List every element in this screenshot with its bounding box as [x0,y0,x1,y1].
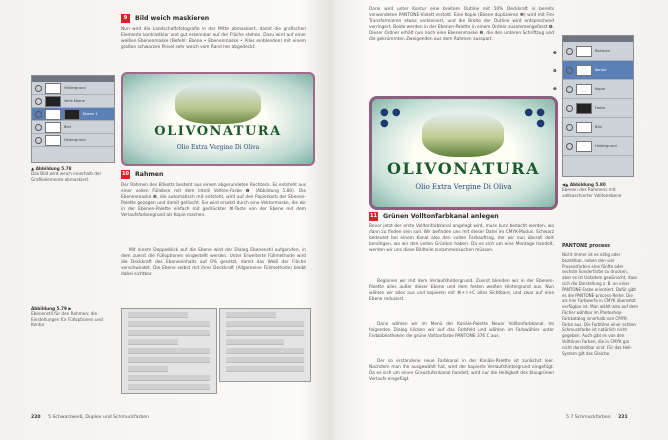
layer-name: Hintergrund [595,144,617,148]
layer-row [32,95,114,108]
eye-icon [566,86,573,93]
sidebar-text: Nicht immer ist es nötig oder bezahlbar, neben den vier Prozessfarben eine fünfte oder sechste Sonderfarbe zu drucken, aber es ist trotzdem gewünscht, dass sich die Darstellung z. B. an einer PANTONE-Farbe orientiert. Dafür gibt es die PANTONE-process-Reihe. Die als hier Farbwerte in CMYK übersetzt verfügbar ist. Man wählt also auf dem Fächer wählbar im Photoshop-Farbkatalog innerhalb von CMYK-Farbe aus. Die Farbtöne einer echten Schmuckfarbe ist natürlich nicht gegeben. Auch gibt es von den Volltönen Farben, die in CMYK gar nicht darstellbar sind. Für das Hell-System gilt das Gleiche. [562,252,639,356]
label-brand: OLIVONATURA [154,124,282,139]
landscape-photo [422,113,504,157]
step-10-text-2: Mit einem Doppelklick auf die Ebene wird der Dialog Ebenenstil aufgerufen, in dem zuerst die Fülloptionen eingestellt werden. Unter Erweiterte Füllmethode wird die Deckkraft des Ebeneninhalts auf 0% gesetzt, damit das Weiß der Fläche verschwindet. Die Ebene selbst mit ihrer Deckkraft (Allgemeine Füllmethode) bleibt dabei sichtbar. [121,248,306,278]
olive-label-image-large [369,96,558,210]
layer-thumbnail [576,84,592,95]
caption-title: Abbildung 5.79 [31,306,67,311]
step-title: Rahmen [135,171,164,178]
step-number-badge: 10 [122,171,129,177]
step-11-heading [369,212,499,221]
caption-title: Abbildung 5.78 [35,166,72,171]
layer-name: Bild [64,125,71,129]
step-10-heading [121,170,163,179]
caption-text: Ebenenstil für den Rahmen: die Einstellungen für Fülloptionen und Kontur [31,311,103,328]
step-10-text-1: Der Rahmen des Etiketts besteht aus einem abgerundeten Rechteck. Es entsteht aus einer vollen Fülleben mit dem Intelli Vollton-Farbe ❶ (Abbildung 5.80). Die Ebenenmaske ❷, die automatisch mit entsteht, wird auf den Papierkorb der Ebenen-Palette gezogen und damit gelöscht. Sie wird ersetzt durch eine Vektormaske, die wir in der Ebenen-Palette einfach mit gedrückter ⌘-Taste von der Ebene mit dem Verlaufsfarbengrund als Kopie machen. [121,183,306,219]
layer-thumbnail [576,46,592,57]
eye-icon [35,111,42,118]
layer-name: Rahmen [595,49,610,53]
eye-icon [35,124,42,131]
layer-name: Ebene 1 [83,112,98,116]
step-number-badge: 11 [370,213,377,219]
right-intro-text: Dann wird unter Kontur eine breitere Outline mit 50% Deckkraft in bereits verwendeten PANTONE-Violett erstellt. Eine Kopie (Ebene duplizieren ❸) wird mit Frei Transformieren etwas verkleinert, und die Breite der Outline wird entsprechend verringert. Beide werden in der Ebenen-Palette in einem Ordner zusammengefasst ❹. Dieser Ordner erhält nun noch eine Ebenenmaske ❺, die den unteren Schriftzug und die gekrümmten Zweigenden aus dem Rahmen ausspart. [369,7,554,43]
layer-thumbnail [45,96,61,107]
step-11-text-4: Der so erstandene neue Farbkanal in der Kanäle-Palette ist zunächst leer. Nachdem man ihn ausgewählt hat, wird der kopierte Verlaufshintergrund eingefügt. Da es sich um einen Graustufenkanal handelt, wird nur die Helligkeit des blaugrünen Verlaufs eingefügt. [369,359,554,383]
layer-thumbnail [576,103,592,114]
layer-row [563,42,633,61]
layer-row [563,118,633,137]
figure-5-79-caption: Abbildung 5.79 ▶ Ebenenstil für den Rahmen: die Einstellungen für Fülloptionen und Kontur [31,306,103,328]
step-11-text-3: Dann wählen wir im Menü der Kanäle-Palette Neuer Volltonfarbkanal. Im folgenden Dialog klicken wir auf das Farbfeld und wählen im Farbwähler unter Farbbibliotheken die grüne Volltonfarbe PANTONE 376 C aus. [369,322,554,340]
sidebar-heading: PANTONE process [562,244,611,249]
running-head: 5.7 Schmuckfarben [566,415,611,420]
step-9-text: Nun wird die Landschaftsfotografie in der Mitte abmaskiert, damit die grafischen Elemente kontrastklar und gut erkennbar auf der Fläche stehen. Dazu wird auf einer weißen Ebenenmaske (Befehl: Ebene • Ebenenmaske • Alles einblenden) mit einem großen schwarzen Pinsel sehr weich vom Rand her abgedeckt. [121,27,306,51]
layer-thumbnail [576,122,592,133]
layer-row [563,80,633,99]
running-head: 5 Schwarzweiß, Duplex und Schmuckfarben [48,415,150,420]
layer-thumbnail [576,65,592,76]
figure-5-80-caption: ◀▲ Abbildung 5.80 Ebenen des Rahmens mit vollkaschierter Volltonebene [562,182,622,198]
page-number: 220 [31,415,41,420]
step-11-text-2: Beginnen wir mit dem Verlaufshintergrund. Zuerst blenden wir in der Ebenen-Palette alles außer dieser Ebene und dem festen weißen Hintergrund aus. Nun wählen wir alles aus und kopieren mit ⌘+⇧+C alles Sichtbare, und zwar auf eine Ebene reduziert. [369,279,554,303]
layer-row-selected [32,108,114,121]
step-11-text-1: Bevor jetzt der erste Volltonfarbkanal angelegt wird, muss kurz bedacht werden, wo dann zu finden sein soll. Wir befinden uns mit dieser Datei im CMYK-Modus. Schwarz bedeutet bei einem Kanal also den vollen Farbauftrag, der wir nun überall dort benötigen, wo wir den vollen Grünton haben. Da es sich um eine Montage handelt, werden wir uns diese Bildteile zusammensuchen müssen. [369,224,554,254]
layer-name: Hintergrund [64,138,86,142]
layer-name: Vertr.Ebene [64,99,85,103]
label-brand: OLIVONATURA [387,159,540,178]
figure-5-78-caption: ▲ Abbildung 5.78 Das Bild wird weich innerhalb der Grafikelemente abmaskiert. [31,166,102,182]
step-title: Bild weich maskieren [135,15,210,22]
page-number: 221 [618,415,628,420]
layer-row [32,134,114,147]
layer-row-selected [563,61,633,80]
mask-thumbnail [64,109,80,120]
layer-style-dialog-stroke [219,308,311,382]
footer-left [31,415,149,420]
layer-name: Kopie [595,87,605,91]
eye-icon [566,143,573,150]
label-tagline: Olio Extra Vergine Di Oliva [176,144,260,151]
eye-icon [566,124,573,131]
layers-panel-thumbnail [31,75,115,163]
layer-thumbnail [45,135,61,146]
eye-icon [35,98,42,105]
caption-title: Abbildung 5.80 [569,182,606,187]
eye-icon [566,67,573,74]
footer-right [566,415,628,420]
layer-thumbnail [576,141,592,152]
eye-icon [35,137,42,144]
layer-thumbnail [45,83,61,94]
layer-thumbnail [45,122,61,133]
layer-name: Kontur [595,68,607,72]
layers-panel-rahmen [562,35,634,177]
caption-text: Das Bild wird weich innerhalb der Grafikelemente abmaskiert. [31,171,102,182]
step-title: Grünen Volltonfarbkanal anlegen [383,213,499,220]
layer-row [563,137,633,156]
landscape-photo [175,84,261,124]
olive-branch-icon: ● ● ● [524,107,545,129]
step-9-heading [121,14,209,23]
layer-row [563,99,633,118]
olive-label-image-small [121,72,315,166]
layer-thumbnail [45,109,61,120]
step-number-badge: 9 [121,14,130,23]
eye-icon [566,48,573,55]
layer-row [32,82,114,95]
layer-name: Hintergrund [64,86,86,90]
caption-text: Ebenen des Rahmens mit vollkaschierter Volltonebene [562,187,622,198]
layer-name: Bild [595,125,602,129]
label-tagline: Olio Extra Vergine Di Oliva [415,183,512,191]
layer-row [32,121,114,134]
layer-style-dialog-fill [121,308,217,394]
callout-markers: ❸ ❹ ❺ [553,50,557,91]
eye-icon [566,105,573,112]
eye-icon [35,85,42,92]
olive-branch-icon: ● ● ● [380,107,401,129]
layer-name: Farbe [595,106,605,110]
